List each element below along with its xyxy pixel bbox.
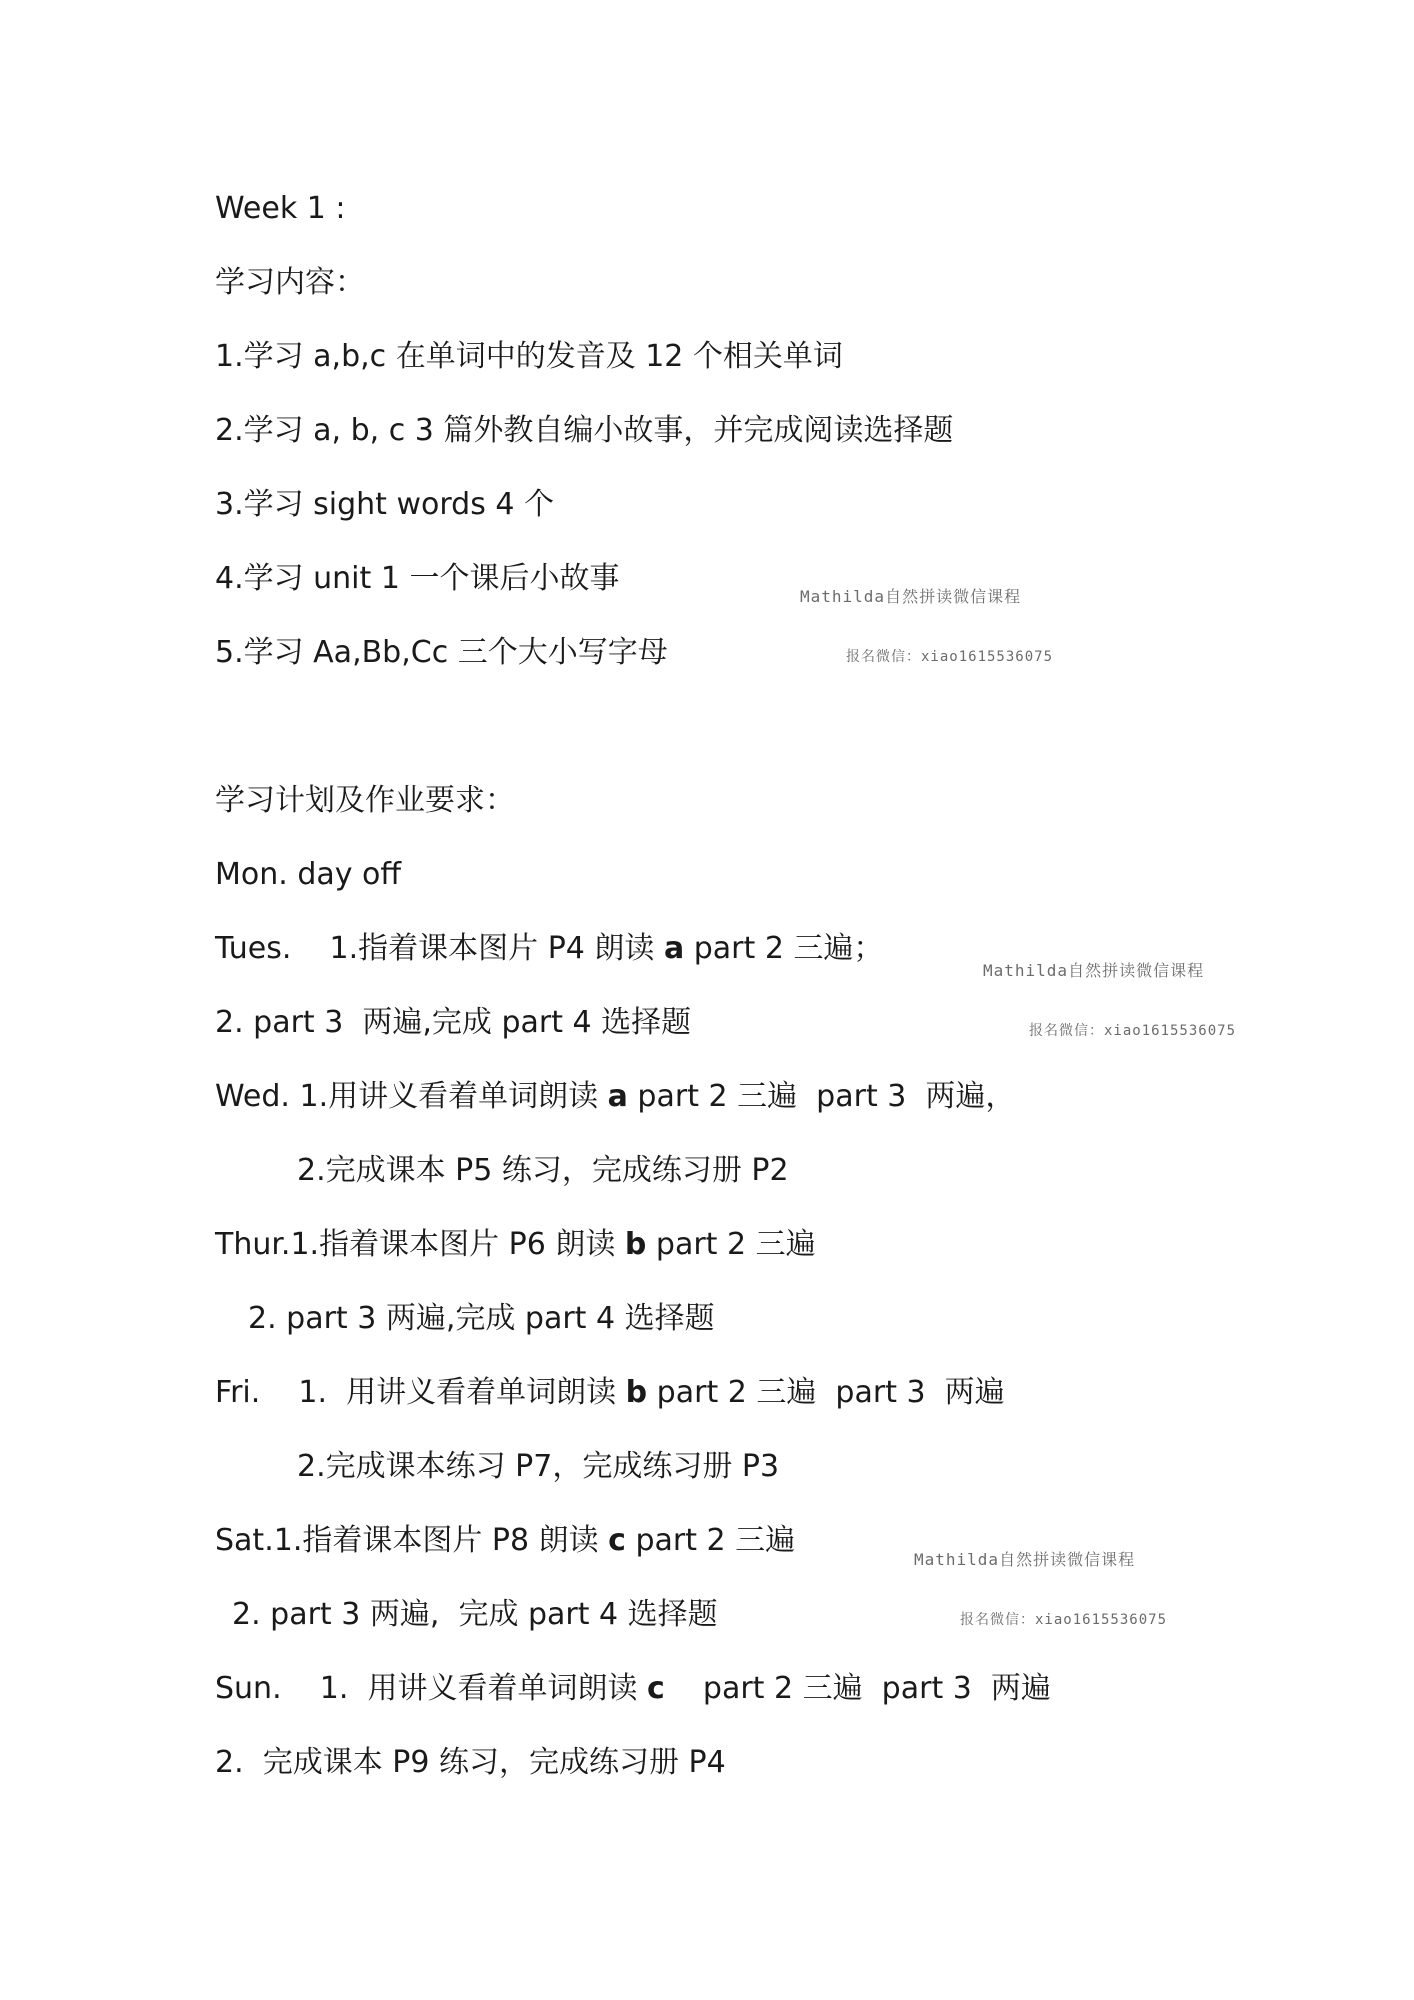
watermark: Mathilda自然拼读微信课程 报名微信：xiao1615536075 — [800, 587, 1054, 665]
watermark: Mathilda自然拼读微信课程 报名微信：xiao1615536075 — [914, 1550, 1168, 1628]
content-item-5: 5.学习 Aa,Bb,Cc 三个大小写字母 — [215, 635, 668, 670]
schedule-thursday-2: 2. part 3 两遍,完成 part 4 选择题 — [248, 1301, 715, 1336]
schedule-sunday-2: 2. 完成课本 P9 练习，完成练习册 P4 — [215, 1745, 726, 1780]
schedule-sunday-1: Sun. 1. 用讲义看着单词朗读 c part 2 三遍 part 3 两遍 — [215, 1671, 1051, 1706]
week-title: Week 1 : — [215, 191, 346, 226]
schedule-thursday-1: Thur.1.指着课本图片 P6 朗读 b part 2 三遍 — [215, 1227, 816, 1262]
content-item-1: 1.学习 a,b,c 在单词中的发音及 12 个相关单词 — [215, 339, 843, 374]
schedule-saturday-1: Sat.1.指着课本图片 P8 朗读 c part 2 三遍 — [215, 1523, 796, 1558]
plan-heading: 学习计划及作业要求： — [215, 783, 515, 818]
schedule-monday: Mon. day off — [215, 857, 402, 892]
schedule-saturday-2: 2. part 3 两遍, 完成 part 4 选择题 — [232, 1597, 718, 1632]
content-item-3: 3.学习 sight words 4 个 — [215, 487, 555, 522]
schedule-wednesday-1: Wed. 1.用讲义看着单词朗读 a part 2 三遍 part 3 两遍， — [215, 1079, 1016, 1114]
content-item-4: 4.学习 unit 1 一个课后小故事 — [215, 561, 620, 596]
schedule-tuesday-1: Tues. 1.指着课本图片 P4 朗读 a part 2 三遍； — [215, 931, 884, 966]
schedule-wednesday-2: 2.完成课本 P5 练习，完成练习册 P2 — [297, 1153, 789, 1188]
watermark: Mathilda自然拼读微信课程 报名微信：xiao1615536075 — [983, 961, 1237, 1039]
content-heading: 学习内容： — [215, 265, 365, 300]
content-item-2: 2.学习 a, b, c 3 篇外教自编小故事，并完成阅读选择题 — [215, 413, 954, 448]
schedule-friday-2: 2.完成课本练习 P7，完成练习册 P3 — [297, 1449, 780, 1484]
schedule-tuesday-2: 2. part 3 两遍,完成 part 4 选择题 — [215, 1005, 692, 1040]
schedule-friday-1: Fri. 1. 用讲义看着单词朗读 b part 2 三遍 part 3 两遍 — [215, 1375, 1005, 1410]
